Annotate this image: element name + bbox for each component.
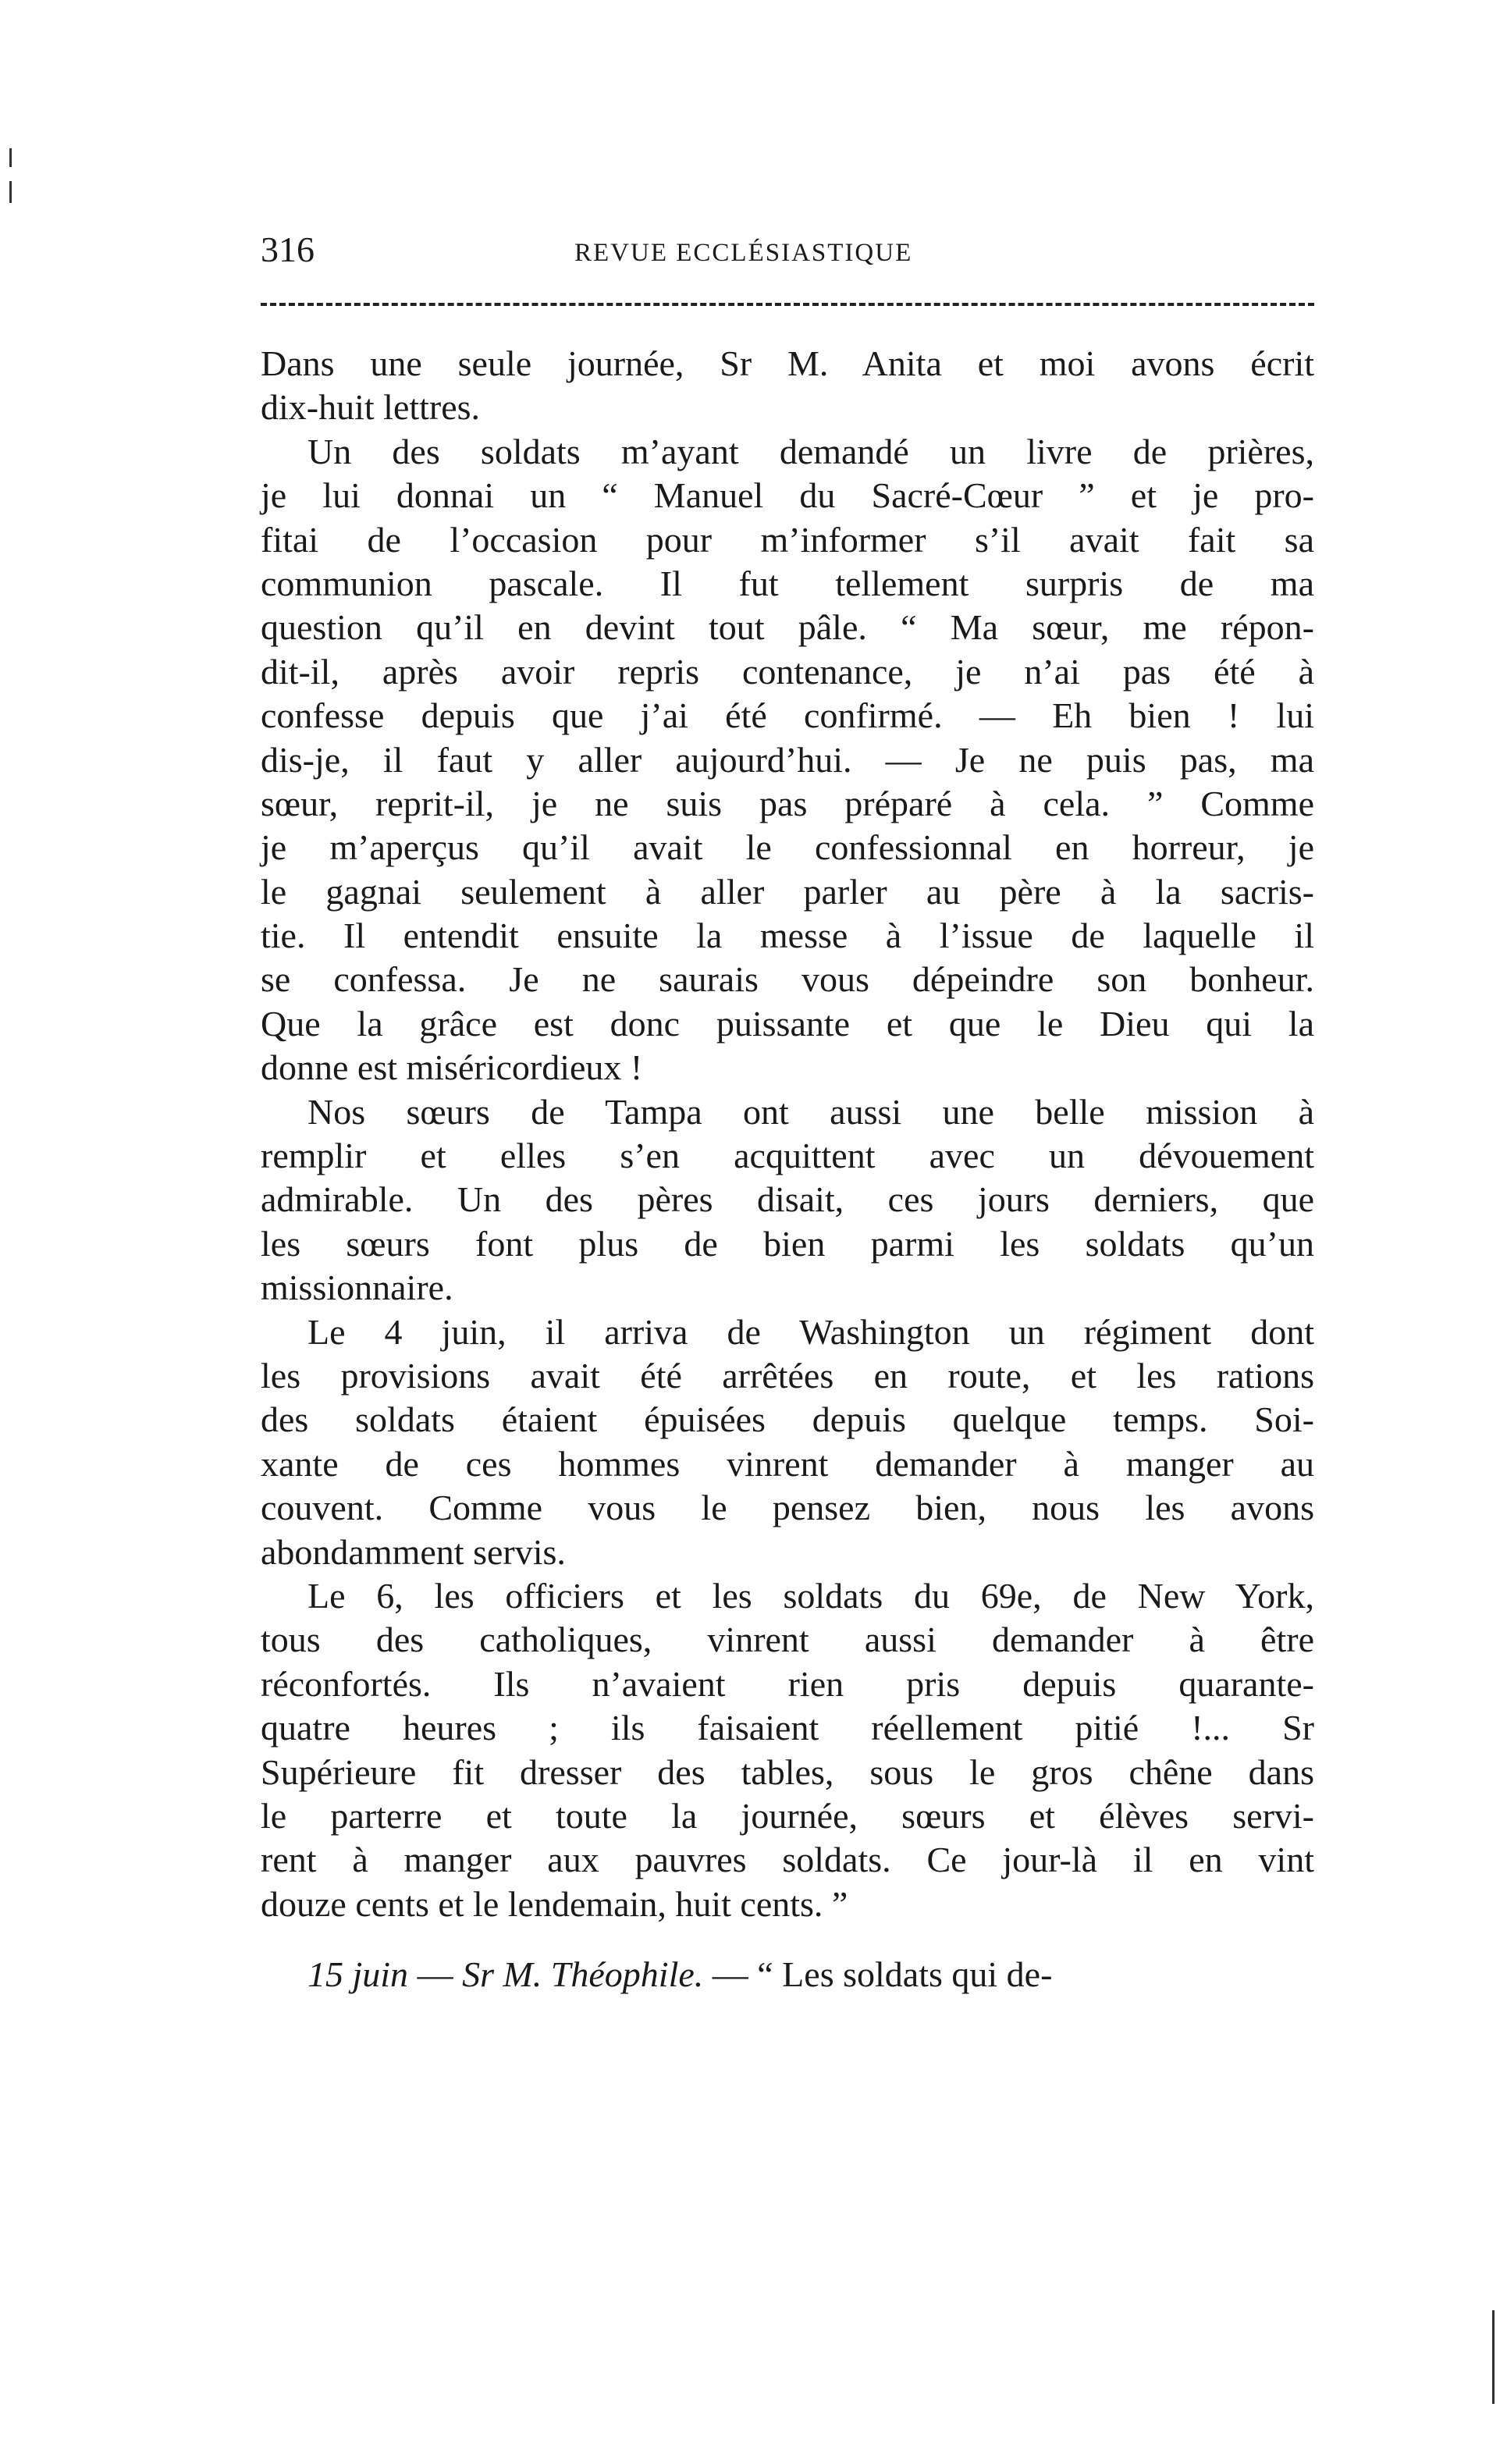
text-line: communion pascale. Il fut tellement surpris de ma bbox=[261, 563, 1314, 603]
text-line: douze cents et le lendemain, huit cents. ” bbox=[261, 1883, 848, 1924]
text-line: dix-huit lettres. bbox=[261, 387, 481, 428]
text-line: dis-je, il faut y aller aujourd’hui. — Je ne puis pas, ma bbox=[261, 739, 1314, 780]
text-line: couvent. Comme vous le pensez bien, nous les avons bbox=[261, 1488, 1314, 1528]
text-line: fitai de l’occasion pour m’informer s’il avait fait sa bbox=[261, 519, 1314, 560]
text-line: Dans une seule journée, Sr M. Anita et moi avons écrit bbox=[261, 343, 1314, 383]
text-line: Le 6, les officiers et les soldats du 69e, de New York, bbox=[307, 1575, 1314, 1616]
text-line: Supérieure fit dresser des tables, sous le gros chêne dans bbox=[261, 1751, 1314, 1792]
dash-text: — bbox=[408, 1954, 463, 1995]
left-margin-mark bbox=[9, 181, 12, 203]
text-line: donne est miséricordieux ! bbox=[261, 1047, 643, 1088]
text-line: confesse depuis que j’ai été confirmé. — Eh bien ! lui bbox=[261, 695, 1314, 736]
continuation-text: — “ Les soldats qui de- bbox=[703, 1954, 1053, 1995]
text-line: Nos sœurs de Tampa ont aussi une belle mission à bbox=[307, 1091, 1314, 1132]
text-line: Le 4 juin, il arriva de Washington un régiment dont bbox=[307, 1311, 1314, 1352]
text-line: Que la grâce est donc puissante et que le Dieu qui la bbox=[261, 1003, 1314, 1044]
page-number: 316 bbox=[261, 229, 315, 269]
text-line: quatre heures ; ils faisaient réellement pitié !... Sr bbox=[261, 1708, 1314, 1748]
text-line: question qu’il en devint tout pâle. “ Ma sœur, me répon- bbox=[261, 607, 1314, 648]
text-line: je lui donnai un “ Manuel du Sacré-Cœur ” et je pro- bbox=[261, 475, 1314, 516]
last-line bbox=[261, 1953, 1314, 1996]
text-line: réconfortés. Ils n’avaient rien pris depuis quarante- bbox=[261, 1663, 1314, 1704]
text-line: tie. Il entendit ensuite la messe à l’issue de laquelle il bbox=[261, 916, 1314, 956]
text-line: missionnaire. bbox=[261, 1268, 453, 1308]
text-line: tous des catholiques, vinrent aussi demander à être bbox=[261, 1620, 1314, 1660]
header-rule bbox=[261, 303, 1314, 306]
text-line: le parterre et toute la journée, sœurs et élèves servi- bbox=[261, 1795, 1314, 1836]
text-line: se confessa. Je ne saurais vous dépeindre son bonheur. bbox=[261, 959, 1314, 1000]
text-line: dit-il, après avoir repris contenance, je n’ai pas été à bbox=[261, 651, 1314, 692]
text-line: les provisions avait été arrêtées en route, et les rations bbox=[261, 1355, 1314, 1396]
text-line: sœur, reprit-il, je ne suis pas préparé à cela. ” Comme bbox=[261, 783, 1314, 823]
running-head: REVUE ECCLÉSIASTIQUE bbox=[574, 239, 913, 267]
text-line: remplir et elles s’en acquittent avec un dévouement bbox=[261, 1136, 1314, 1176]
text-line: rent à manger aux pauvres soldats. Ce jour-là il en vint bbox=[261, 1840, 1314, 1880]
text-line: des soldats étaient épuisées depuis quelque temps. Soi- bbox=[261, 1399, 1314, 1440]
body-text bbox=[261, 342, 1314, 1996]
text-line: je m’aperçus qu’il avait le confessionnal en horreur, je bbox=[261, 827, 1314, 868]
text-line: admirable. Un des pères disait, ces jours derniers, que bbox=[261, 1179, 1314, 1220]
date-text: 15 juin bbox=[307, 1954, 409, 1995]
text-line: les sœurs font plus de bien parmi les soldats qu’un bbox=[261, 1223, 1314, 1264]
text-line: abondamment servis. bbox=[261, 1531, 566, 1572]
text-line: xante de ces hommes vinrent demander à manger au bbox=[261, 1443, 1314, 1484]
text-line: le gagnai seulement à aller parler au père à la sacris- bbox=[261, 871, 1314, 912]
page-header bbox=[261, 226, 1314, 273]
left-margin-mark bbox=[9, 148, 12, 167]
text-line: Un des soldats m’ayant demandé un livre de prières, bbox=[307, 431, 1314, 471]
right-margin-mark bbox=[1492, 2310, 1495, 2404]
author-name: Sr M. Théophile. bbox=[462, 1954, 704, 1995]
